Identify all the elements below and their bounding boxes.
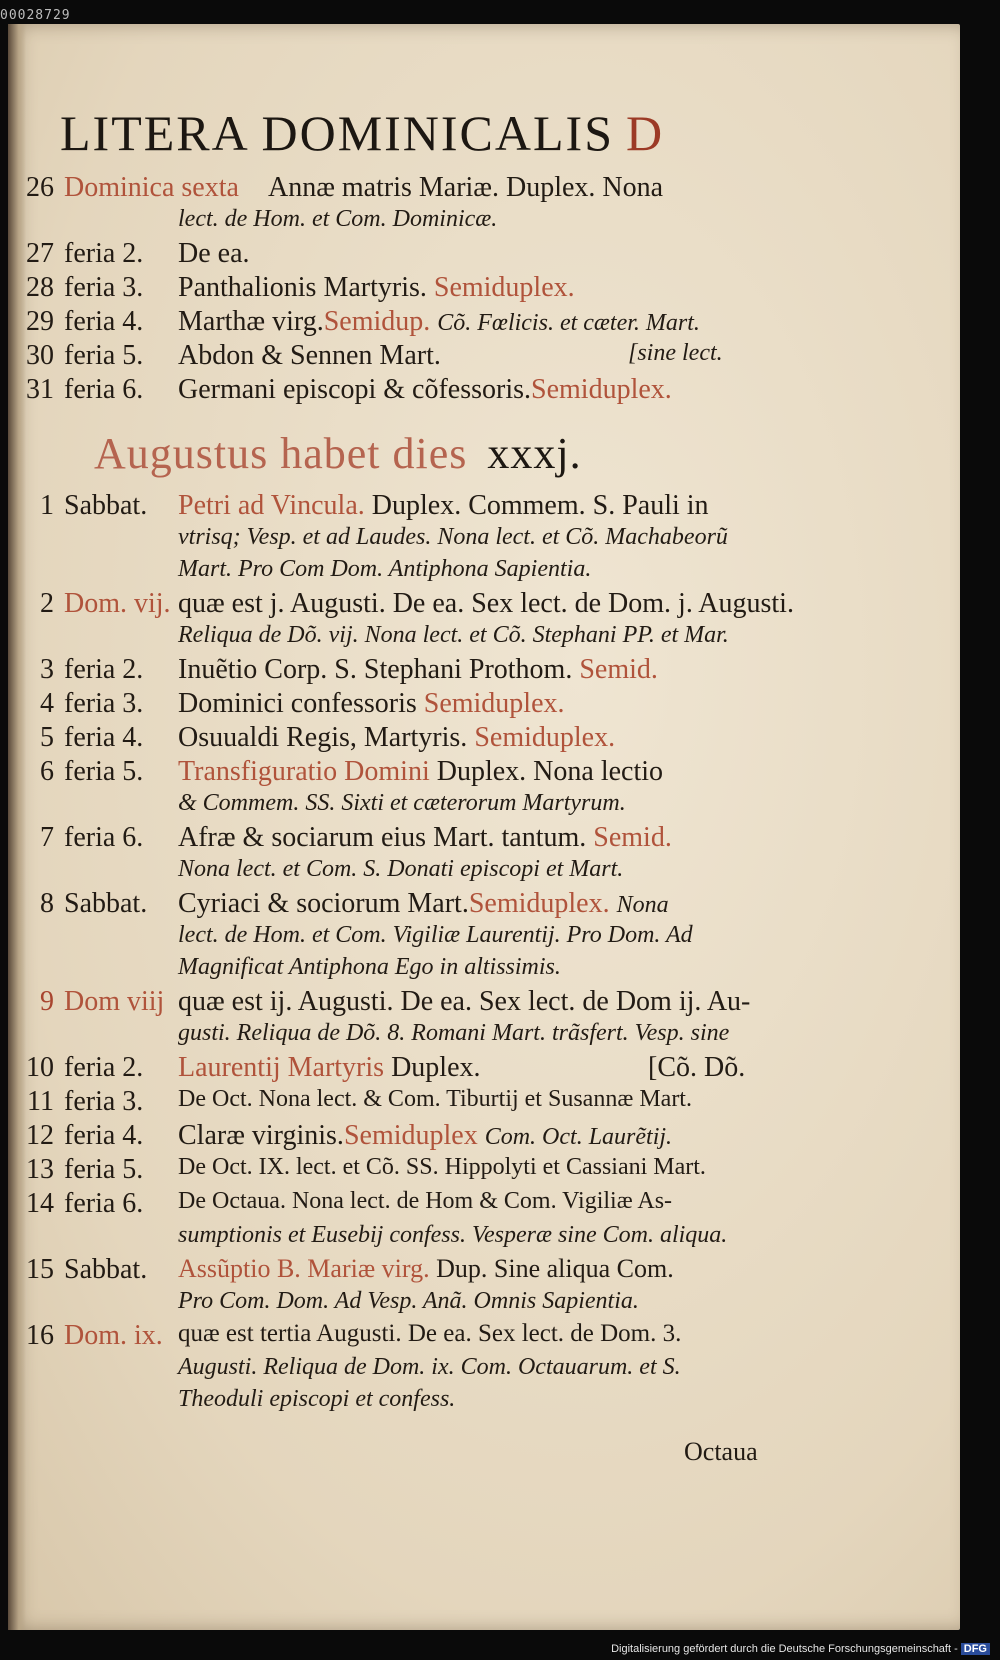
rubric: Semiduplex. [468, 888, 610, 919]
book-page [8, 24, 960, 1630]
day-number: 4 [40, 688, 54, 719]
entry-main: Osuualdi Regis, Martyris. [178, 722, 468, 753]
entry-text: quæ est j. Augusti. De ea. Sex lect. de Dom. j. Augusti. [178, 588, 794, 619]
day-label: Sabbat. [64, 888, 148, 919]
catchword: Octaua [684, 1437, 758, 1466]
entry-text [178, 688, 565, 720]
day-number: 1 [40, 490, 54, 521]
calendar-row [8, 374, 960, 408]
entry-continuation: lect. de Hom. et Com. Dominicæ. [178, 206, 498, 232]
rubric: Semiduplex. [423, 688, 565, 719]
entry-text: Abdon & Sennen Mart. [178, 340, 441, 371]
entry-continuation: Theoduli episcopi et confess. [178, 1386, 456, 1412]
day-label: Sabbat. [64, 1254, 148, 1285]
entry-text: De Oct. Nona lect. & Com. Tiburtij et Susannæ Mart. [178, 1086, 692, 1112]
entry-text: De ea. [178, 238, 250, 269]
day-number: 30 [26, 340, 54, 371]
entry-continuation: gusti. Reliqua de Dõ. 8. Romani Mart. trãsfert. Vesp. sine [178, 1020, 730, 1046]
page-header [60, 104, 664, 162]
rubric: Semiduplex. [433, 272, 575, 303]
entry-main: Duplex. [391, 1052, 481, 1083]
entry-extra: Com. Oct. Laurẽtij. [484, 1124, 673, 1150]
entry-text [178, 722, 615, 754]
rubric: Semidup. [323, 306, 431, 337]
calendar-row [8, 688, 960, 722]
rubric: Semid. [593, 822, 672, 853]
day-label: Dom. vij. [64, 588, 171, 619]
entry-main: Panthalionis Martyris. [178, 272, 427, 303]
entry-main: Cyriaci & sociorum Mart. [178, 888, 469, 919]
dfg-logo: DFG [961, 1643, 990, 1655]
month-days: xxxj. [487, 429, 582, 478]
rubric: Semid. [579, 654, 658, 685]
rubric: Transfiguratio Domini [178, 756, 430, 787]
entry-continuation: sumptionis et Eusebij confess. Vesperæ sine Com. aliqua. [178, 1222, 728, 1248]
calendar-row [8, 1120, 960, 1154]
day-label: Dom viij [64, 986, 165, 1017]
entry-extra: Cõ. Fœlicis. et cæter. Mart. [437, 310, 700, 336]
footer-credit [611, 1643, 990, 1655]
rubric: Assũptio B. Mariæ virg. [178, 1254, 430, 1283]
day-number: 10 [26, 1052, 54, 1083]
calendar-row [8, 588, 960, 622]
day-number: 27 [26, 238, 54, 269]
day-number: 9 [40, 986, 54, 1017]
entry-text [178, 888, 669, 920]
entry-extra: [Cõ. Dõ. [648, 1052, 746, 1083]
entry-continuation: & Commem. SS. Sixti et cæterorum Martyrum. [178, 790, 626, 816]
header-letter: D [626, 105, 665, 161]
entry-text [178, 374, 672, 406]
day-number: 31 [26, 374, 54, 405]
calendar-row [8, 986, 960, 1020]
calendar-row [8, 822, 960, 856]
entry-main: Duplex. Nona lectio [436, 756, 664, 787]
calendar-row [8, 1052, 960, 1086]
rubric: Petri ad Vincula. [178, 490, 365, 521]
day-label: feria 4. [64, 306, 144, 337]
entry-text: quæ est ij. Augusti. De ea. Sex lect. de Dom ij. Au- [178, 986, 751, 1017]
day-label: feria 3. [64, 1086, 144, 1117]
entry-continuation: Nona lect. et Com. S. Donati episcopi et Mart. [178, 856, 624, 882]
month-heading [94, 428, 582, 479]
calendar-row [8, 172, 960, 206]
day-number: 15 [26, 1254, 54, 1285]
day-label: feria 2. [64, 238, 144, 269]
entry-main: Dominici confessoris [178, 688, 417, 719]
day-number: 28 [26, 272, 54, 303]
day-number: 12 [26, 1120, 54, 1151]
entry-text [178, 490, 709, 522]
entry-main: Afræ & sociarum eius Mart. tantum. [178, 822, 587, 853]
day-label: feria 2. [64, 1052, 144, 1083]
rubric: Semiduplex [343, 1120, 478, 1151]
calendar-row [8, 306, 960, 340]
entry-main: Dup. Sine aliqua Com. [436, 1254, 674, 1283]
rubric: Semiduplex. [474, 722, 616, 753]
entry-text [178, 1254, 674, 1284]
month-name: Augustus habet dies [94, 429, 468, 478]
calendar-row [8, 654, 960, 688]
header-title: LITERA DOMINICALIS [60, 105, 615, 161]
entry-continuation: Magnificat Antiphona Ego in altissimis. [178, 954, 561, 980]
day-number: 14 [26, 1188, 54, 1219]
entry-text [178, 1120, 672, 1152]
entry-text: Annæ matris Mariæ. Duplex. Nona [268, 172, 664, 203]
day-number: 3 [40, 654, 54, 685]
entry-main: Germani episcopi & cõfessoris. [178, 374, 532, 405]
entry-extra: Nona [616, 892, 669, 918]
calendar-row [8, 1320, 960, 1354]
entry-main: Claræ virginis. [178, 1120, 344, 1151]
day-label: feria 5. [64, 756, 144, 787]
day-label: Dominica sexta [64, 172, 239, 203]
entry-text [178, 1052, 481, 1084]
day-label: feria 6. [64, 1188, 144, 1219]
entry-text: De Oct. IX. lect. et Cõ. SS. Hippolyti et Cassiani Mart. [178, 1154, 706, 1180]
entry-main: Inuẽtio Corp. S. Stephani Prothom. [178, 654, 573, 685]
entry-text [178, 306, 700, 338]
day-number: 26 [26, 172, 54, 203]
rubric: Semiduplex. [531, 374, 672, 405]
calendar-row [8, 1254, 960, 1288]
rubric: Laurentij Martyris [178, 1052, 385, 1083]
footer-text: Digitalisierung gefördert durch die Deutsche Forschungsgemeinschaft - [611, 1643, 958, 1655]
entry-text: quæ est tertia Augusti. De ea. Sex lect. de Dom. 3. [178, 1320, 682, 1347]
entry-text [178, 272, 575, 304]
day-number: 16 [26, 1320, 54, 1351]
day-number: 7 [40, 822, 54, 853]
calendar-row [8, 340, 960, 374]
entry-continuation: vtrisq; Vesp. et ad Laudes. Nona lect. et Cõ. Machabeorũ [178, 524, 728, 550]
day-number: 2 [40, 588, 54, 619]
day-label: Sabbat. [64, 490, 148, 521]
day-label: feria 6. [64, 374, 144, 405]
entry-extra: [sine lect. [628, 340, 723, 366]
day-label: feria 4. [64, 1120, 144, 1151]
calendar-row [8, 756, 960, 790]
calendar-row [8, 888, 960, 922]
entry-text [178, 756, 663, 788]
day-label: feria 3. [64, 272, 144, 303]
entry-main: Duplex. Commem. S. Pauli in [371, 490, 709, 521]
entry-continuation: Mart. Pro Com Dom. Antiphona Sapientia. [178, 556, 592, 582]
day-label: feria 6. [64, 822, 144, 853]
day-number: 8 [40, 888, 54, 919]
day-number: 11 [27, 1086, 54, 1117]
entry-continuation: Reliqua de Dõ. vij. Nona lect. et Cõ. Stephani PP. et Mar. [178, 622, 729, 648]
calendar-row [8, 490, 960, 524]
entry-main: Marthæ virg. [178, 306, 324, 337]
entry-text: De Octaua. Nona lect. de Hom & Com. Vigiliæ As- [178, 1188, 673, 1214]
day-label: feria 5. [64, 1154, 144, 1185]
calendar-row [8, 722, 960, 756]
day-label: feria 4. [64, 722, 144, 753]
calendar-row [8, 272, 960, 306]
day-number: 13 [26, 1154, 54, 1185]
day-number: 29 [26, 306, 54, 337]
calendar-row [8, 1154, 960, 1188]
day-label: Dom. ix. [64, 1320, 163, 1351]
entry-continuation: Augusti. Reliqua de Dom. ix. Com. Octauarum. et S. [178, 1354, 681, 1380]
scan-id: 00028729 [0, 8, 71, 23]
day-label: feria 3. [64, 688, 144, 719]
entry-continuation: lect. de Hom. et Com. Vigiliæ Laurentij. Pro Dom. Ad [178, 922, 693, 948]
day-label: feria 2. [64, 654, 144, 685]
day-label: feria 5. [64, 340, 144, 371]
entry-text [178, 654, 658, 686]
calendar-row [8, 1086, 960, 1120]
day-number: 5 [40, 722, 54, 753]
calendar-row [8, 238, 960, 272]
day-number: 6 [40, 756, 54, 787]
entry-text [178, 822, 672, 854]
entry-continuation: Pro Com. Dom. Ad Vesp. Anã. Omnis Sapientia. [178, 1288, 639, 1314]
calendar-row [8, 1188, 960, 1222]
